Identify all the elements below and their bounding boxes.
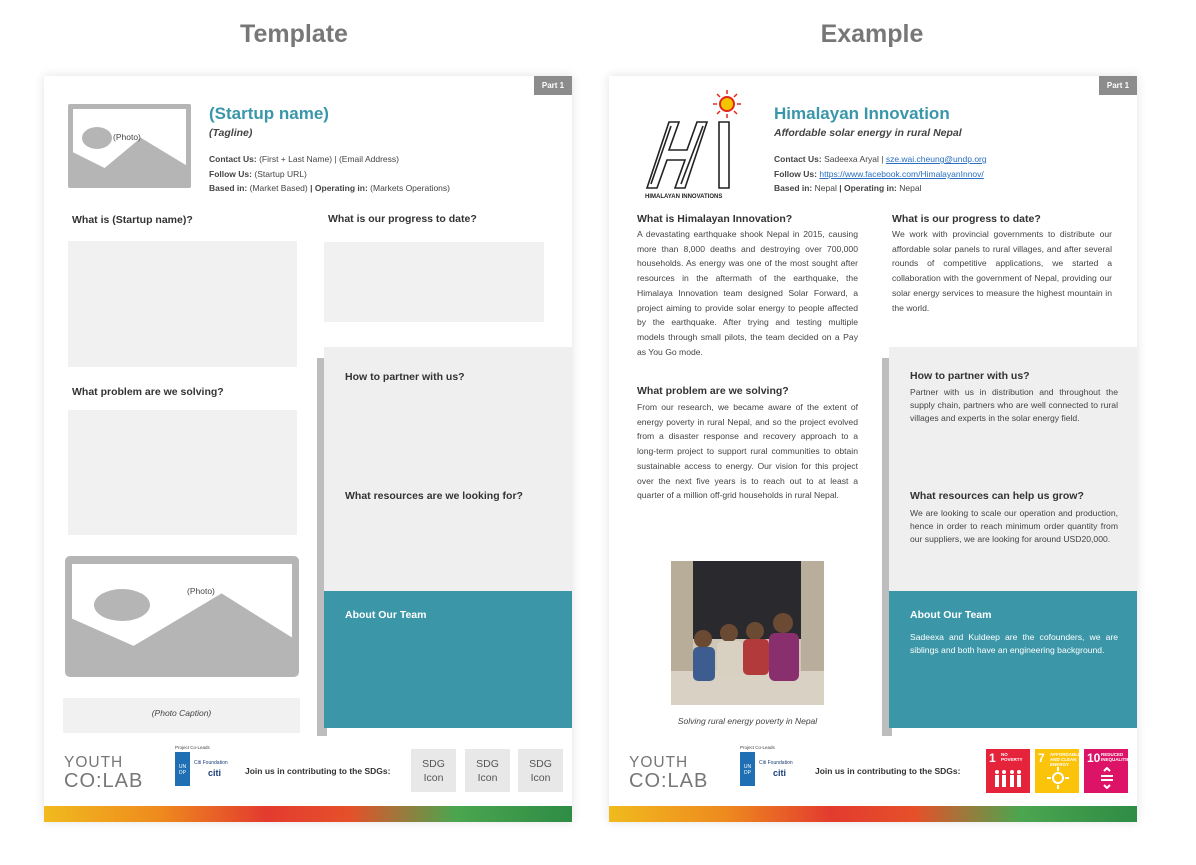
youth-colab-logo: YOUTH <box>629 754 689 771</box>
coleads-label: Project Co-Leads <box>175 745 210 750</box>
footer-color-band <box>44 806 572 822</box>
facebook-link[interactable]: https://www.facebook.com/HimalayanInnov/ <box>819 169 984 179</box>
sdg-10-icon: 10 REDUCED INEQUALITIES <box>1084 749 1128 793</box>
sdg-icon-placeholder: SDG Icon <box>411 749 456 792</box>
contact-line: Contact Us: (First + Last Name) | (Email Address) <box>209 154 399 164</box>
q-partner: How to partner with us? <box>345 371 465 383</box>
sdg-7-icon: 7 AFFORDABLE AND CLEAN ENERGY <box>1035 749 1079 793</box>
template-heading: Template <box>240 20 348 48</box>
part-badge: Part 1 <box>1099 76 1137 95</box>
youth-colab-logo: YOUTH <box>64 754 124 771</box>
footer-color-band <box>609 806 1137 822</box>
photo-caption: (Photo Caption) <box>151 708 212 718</box>
q-problem: What problem are we solving? <box>637 385 789 397</box>
based-line: Based in: Nepal | Operating in: Nepal <box>774 183 922 193</box>
q-resources: What resources are we looking for? <box>345 490 523 502</box>
coleads-label: Project Co-Leads <box>740 745 775 750</box>
sdg-1-icon: 1 NO POVERTY <box>986 749 1030 793</box>
a-partner: Partner with us in distribution and throughout the supply chain, partners who are well connected to rural villages and experts in the solar energy field. <box>910 387 1118 423</box>
citi-foundation-logo: Citi Foundation <box>194 760 228 766</box>
follow-line: Follow Us: (Startup URL) <box>209 169 307 179</box>
a-what-is: A devastating earthquake shook Nepal in 2015, causing more than 8,000 deaths and destroying over 700,000 households. As energy was one of the most sought after resources in the aftermath of the earthquake, the Himalaya Innovation team designed Solar Forward, a project aiming to provide solar energy to people affected by the earthquake. After trying and testing multiple models through small pilots, the team decided on a Pay as You Go mode. <box>637 229 858 357</box>
colab-wordmark: CO:LAB <box>629 770 709 792</box>
join-sdgs: Join us in contributing to the SDGs: <box>245 766 391 776</box>
partner-panel <box>889 347 1137 591</box>
q-problem: What problem are we solving? <box>72 386 224 398</box>
example-heading: Example <box>820 20 924 48</box>
a-resources: We are looking to scale our operation and production, hence in order to reach minimum order quantity from our suppliers, we are looking for around USD20,000. <box>910 508 1118 544</box>
undp-logo: UN DP <box>175 752 190 786</box>
problem-placeholder <box>68 410 297 535</box>
template-page <box>44 76 572 822</box>
photo-label: (Photo) <box>187 586 215 596</box>
q-resources: What resources can help us grow? <box>910 490 1084 502</box>
q-what-is: What is Himalayan Innovation? <box>637 213 793 225</box>
startup-name: Himalayan Innovation <box>774 104 950 123</box>
what-is-placeholder <box>68 241 297 367</box>
based-line: Based in: (Market Based) | Operating in: (Markets Operations) <box>209 183 450 193</box>
team-heading: About Our Team <box>910 609 992 621</box>
tagline: Affordable solar energy in rural Nepal <box>774 127 962 139</box>
undp-logo: UN DP <box>740 752 755 786</box>
children-photo <box>671 561 824 705</box>
sdg-icon-placeholder: SDG Icon <box>465 749 510 792</box>
q-progress: What is our progress to date? <box>328 213 477 225</box>
q-partner: How to partner with us? <box>910 370 1030 382</box>
startup-name: (Startup name) <box>209 104 329 123</box>
q-what-is: What is (Startup name)? <box>72 214 193 226</box>
follow-line: Follow Us: https://www.facebook.com/HimalayanInnov/ <box>774 169 984 179</box>
progress-placeholder <box>324 242 544 322</box>
contact-email-link[interactable]: sze.wai.cheung@undp.org <box>885 154 987 164</box>
tagline: (Tagline) <box>209 127 253 139</box>
team-heading: About Our Team <box>345 609 427 621</box>
logo-subtitle: HIMALAYAN INNOVATIONS <box>645 194 723 200</box>
photo-caption: Solving rural energy poverty in Nepal <box>677 716 818 726</box>
example-page <box>609 76 1137 822</box>
team-text: Sadeexa and Kuldeep are the cofounders, we are siblings and both have an engineering background. <box>910 632 1118 655</box>
citi-logo: citi <box>208 768 222 778</box>
colab-wordmark: CO:LAB <box>64 770 144 792</box>
a-progress: We work with provincial governments to distribute our affordable solar panels to rural villages, and after several rounds of competitive applications, we started a collaboration with the government of Nepal, providing our solar energy services to measure the highest mountain in the world. <box>892 229 1112 313</box>
q-progress: What is our progress to date? <box>892 213 1041 225</box>
partner-panel <box>324 347 572 591</box>
citi-logo: citi <box>773 768 787 778</box>
logo-photo-label: (Photo) <box>113 132 141 142</box>
logo-photo-placeholder <box>68 104 191 188</box>
himalayan-innovations-logo <box>639 86 751 196</box>
join-sdgs: Join us in contributing to the SDGs: <box>815 766 961 776</box>
a-problem: From our research, we became aware of the extent of energy poverty in rural Nepal, and so the project evolved from a disaster response and recovery approach to a long-term project to support rural communities to obtain sustainable access to energy. Our vision for this project over the next five years is to reach out to at least a quarter of a million off-grid households in rural Nepal. <box>637 402 858 501</box>
part-badge: Part 1 <box>534 76 572 95</box>
contact-line: Contact Us: Sadeexa Aryal | sze.wai.cheung@undp.org <box>774 154 987 164</box>
sdg-icon-placeholder: SDG Icon <box>518 749 563 792</box>
photo-placeholder <box>65 556 299 677</box>
citi-foundation-logo: Citi Foundation <box>759 760 793 766</box>
